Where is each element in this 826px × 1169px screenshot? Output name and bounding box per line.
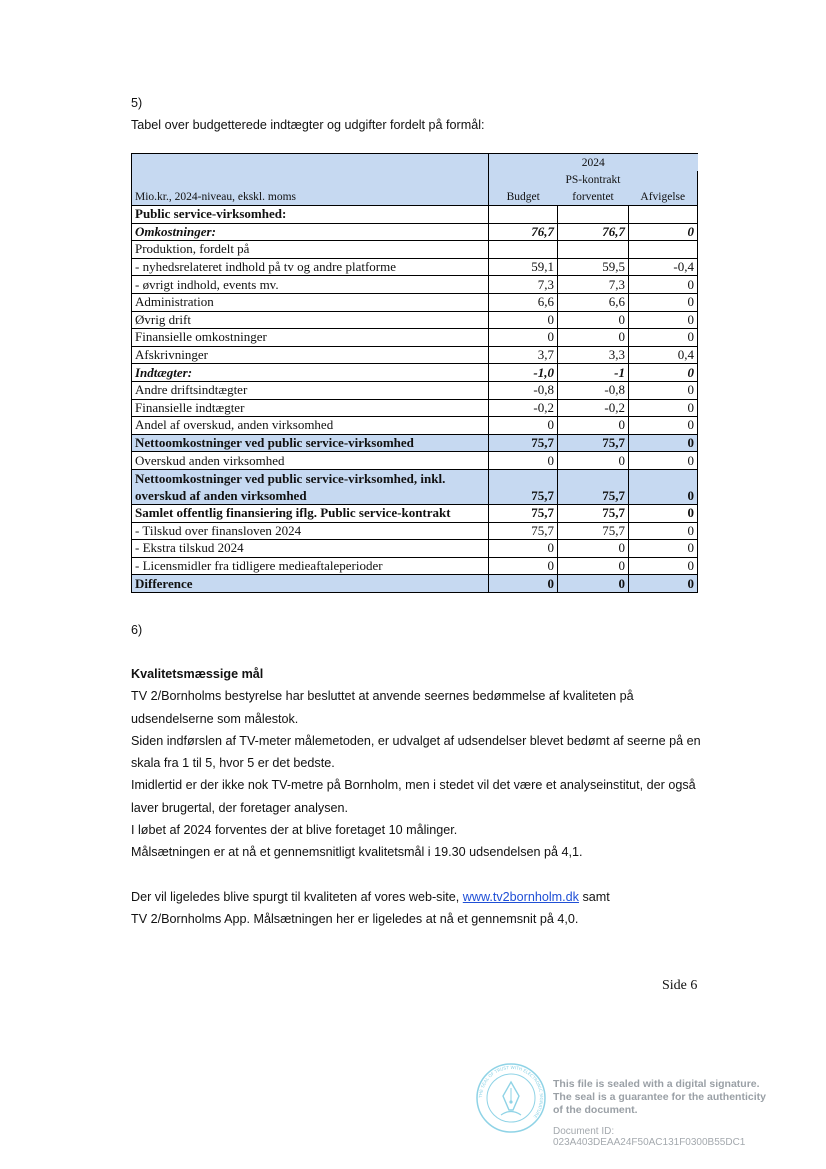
- row-label: Andel af overskud, anden virksomhed: [132, 417, 489, 435]
- section-5-number: 5): [131, 96, 143, 110]
- table-row: [132, 540, 698, 558]
- paragraph-7: TV 2/Bornholms App. Målsætningen her er ligeledes at nå et gennemsnit på 4,0.: [131, 911, 579, 926]
- cell-budget: 59,1: [489, 258, 558, 276]
- cell-ps-forventet: 6,6: [558, 293, 629, 311]
- cell-budget: [489, 241, 558, 259]
- cell-afvigelse: [629, 206, 698, 224]
- cell-budget: 7,3: [489, 276, 558, 294]
- seal-ring-text: THE SEAL OF TRUST WITH ELECTRONIC SIGNATURE: [478, 1065, 544, 1119]
- table-row: [132, 276, 698, 294]
- table-row: [132, 293, 698, 311]
- cell-afvigelse: 0: [629, 276, 698, 294]
- digital-seal-icon: [475, 1062, 547, 1134]
- cell-budget: 75,7: [489, 434, 558, 452]
- cell-ps-forventet: -0,2: [558, 399, 629, 417]
- cell-budget: 3,7: [489, 346, 558, 364]
- row-label: Nettoomkostninger ved public service-virksomhed, inkl. overskud af anden virksomhed: [132, 469, 489, 504]
- cell-ps-forventet: [558, 241, 629, 259]
- cell-ps-forventet: 3,3: [558, 346, 629, 364]
- row-label: - nyhedsrelateret indhold på tv og andre platforme: [132, 258, 489, 276]
- table-row: [132, 258, 698, 276]
- table-row: [132, 241, 698, 259]
- seal-line-2: The seal is a guarantee for the authenticity: [553, 1091, 766, 1103]
- paragraph-6-text: Der vil ligeledes blive spurgt til kvaliteten af vores web-site,: [131, 889, 463, 904]
- cell-budget: 0: [489, 452, 558, 470]
- header-budget: Budget: [489, 188, 558, 206]
- cell-afvigelse: 0: [629, 452, 698, 470]
- doc-id-value: 023A403DEAA24F50AC131F0300B55DC1: [553, 1137, 746, 1148]
- cell-budget: 75,7: [489, 522, 558, 540]
- row-label: Nettoomkostninger ved public service-virksomhed: [132, 434, 489, 452]
- quality-goals-section: [131, 663, 701, 930]
- row-label: - øvrigt indhold, events mv.: [132, 276, 489, 294]
- cell-afvigelse: 0: [629, 434, 698, 452]
- row-label: Finansielle omkostninger: [132, 329, 489, 347]
- row-label: Andre driftsindtægter: [132, 381, 489, 399]
- table-row: [132, 311, 698, 329]
- table-row: [132, 452, 698, 470]
- cell-ps-forventet: 75,7: [558, 469, 629, 504]
- cell-ps-forventet: 0: [558, 557, 629, 575]
- website-link[interactable]: www.tv2bornholm.dk: [462, 889, 579, 904]
- seal-document-id: [553, 1126, 745, 1148]
- table-row: [132, 346, 698, 364]
- cell-ps-forventet: 0: [558, 575, 629, 593]
- cell-afvigelse: 0: [629, 223, 698, 241]
- cell-ps-forventet: 75,7: [558, 434, 629, 452]
- row-label: Øvrig drift: [132, 311, 489, 329]
- cell-afvigelse: 0: [629, 293, 698, 311]
- header-budget-spacer: [489, 171, 558, 188]
- cell-budget: -0,2: [489, 399, 558, 417]
- row-label: Samlet offentlig finansiering iflg. Public service-kontrakt: [132, 504, 489, 522]
- row-label: - Tilskud over finansloven 2024: [132, 522, 489, 540]
- cell-budget: 76,7: [489, 223, 558, 241]
- table-row: [132, 522, 698, 540]
- cell-afvigelse: 0: [629, 399, 698, 417]
- header-blank-2: [132, 171, 489, 188]
- quality-goals-title: Kvalitetsmæssige mål: [131, 667, 264, 681]
- cell-budget: -1,0: [489, 364, 558, 382]
- cell-budget: 0: [489, 557, 558, 575]
- cell-budget: 0: [489, 311, 558, 329]
- doc-id-label: Document ID:: [553, 1126, 615, 1137]
- cell-ps-forventet: 0: [558, 540, 629, 558]
- cell-afvigelse: 0: [629, 557, 698, 575]
- row-label: Administration: [132, 293, 489, 311]
- table-row: [132, 381, 698, 399]
- cell-ps-forventet: 0: [558, 311, 629, 329]
- paragraph-6-tail: samt: [578, 889, 610, 904]
- table-caption: Tabel over budgetterede indtægter og udgifter fordelt på formål:: [131, 118, 485, 132]
- cell-ps-forventet: 59,5: [558, 258, 629, 276]
- header-ps-line1: PS-kontrakt: [558, 171, 629, 188]
- row-label: Public service-virksomhed:: [132, 206, 489, 224]
- cell-afvigelse: 0: [629, 522, 698, 540]
- cell-budget: 0: [489, 540, 558, 558]
- cell-afvigelse: 0: [629, 417, 698, 435]
- cell-afvigelse: 0: [629, 575, 698, 593]
- table-row: [132, 575, 698, 593]
- table-row: [132, 504, 698, 522]
- cell-ps-forventet: [558, 206, 629, 224]
- paragraph-gap: [131, 864, 701, 886]
- table-row: [132, 329, 698, 347]
- cell-budget: 0: [489, 417, 558, 435]
- cell-budget: 75,7: [489, 504, 558, 522]
- table-row: [132, 223, 698, 241]
- row-label: Produktion, fordelt på: [132, 241, 489, 259]
- cell-budget: 0: [489, 575, 558, 593]
- paragraph-2: Siden indførslen af TV-meter målemetoden, er udvalget af udsendelser blevet bedømt af seerne på en skala fra 1 til 5, hvor 5 er det bedste.: [131, 733, 701, 771]
- budget-table-header: [132, 154, 698, 206]
- header-afvigelse: Afvigelse: [629, 188, 698, 206]
- cell-budget: -0,8: [489, 381, 558, 399]
- header-blank: [132, 154, 489, 172]
- table-row: [132, 434, 698, 452]
- section-6-number: 6): [131, 623, 143, 637]
- cell-budget: [489, 206, 558, 224]
- cell-ps-forventet: 76,7: [558, 223, 629, 241]
- table-row: [132, 417, 698, 435]
- cell-ps-forventet: 0: [558, 329, 629, 347]
- cell-budget: 75,7: [489, 469, 558, 504]
- table-row: [132, 557, 698, 575]
- row-label: Overskud anden virksomhed: [132, 452, 489, 470]
- cell-afvigelse: 0: [629, 364, 698, 382]
- table-row: [132, 469, 698, 504]
- cell-ps-forventet: 7,3: [558, 276, 629, 294]
- cell-afvigelse: -0,4: [629, 258, 698, 276]
- table-row: [132, 206, 698, 224]
- table-row: [132, 364, 698, 382]
- cell-ps-forventet: 75,7: [558, 522, 629, 540]
- paragraph-1: TV 2/Bornholms bestyrelse har besluttet at anvende seernes bedømmelse af kvaliteten på udsendelserne som målestok.: [131, 689, 634, 726]
- cell-ps-forventet: 75,7: [558, 504, 629, 522]
- cell-afvigelse: [629, 241, 698, 259]
- seal-line-3: of the document.: [553, 1104, 638, 1116]
- cell-ps-forventet: -1: [558, 364, 629, 382]
- cell-afvigelse: 0: [629, 504, 698, 522]
- header-unit-label: Mio.kr., 2024-niveau, ekskl. moms: [132, 188, 489, 206]
- cell-afvigelse: 0: [629, 381, 698, 399]
- paragraph-5: Målsætningen er at nå et gennemsnitligt kvalitetsmål i 19.30 udsendelsen på 4,1.: [131, 845, 583, 860]
- row-label: - Licensmidler fra tidligere medieaftaleperioder: [132, 557, 489, 575]
- cell-afvigelse: 0: [629, 469, 698, 504]
- table-row: [132, 399, 698, 417]
- seal-line-1: This file is sealed with a digital signature.: [553, 1078, 760, 1090]
- cell-afvigelse: 0: [629, 311, 698, 329]
- paragraph-3: Imidlertid er der ikke nok TV-metre på Bornholm, men i stedet vil det være et analyseinstitut, der også laver brugertal, der foretager analysen.: [131, 778, 696, 815]
- cell-afvigelse: 0: [629, 540, 698, 558]
- budget-table-body: [132, 206, 698, 593]
- header-afv-spacer: [629, 171, 698, 188]
- row-label: Indtægter:: [132, 364, 489, 382]
- paragraph-4: I løbet af 2024 forventes der at blive foretaget 10 målinger.: [131, 823, 458, 838]
- cell-ps-forventet: 0: [558, 417, 629, 435]
- row-label: - Ekstra tilskud 2024: [132, 540, 489, 558]
- cell-afvigelse: 0: [629, 329, 698, 347]
- seal-notice: [553, 1078, 766, 1117]
- paragraph-6: [131, 886, 701, 908]
- row-label: Finansielle indtægter: [132, 399, 489, 417]
- cell-budget: 6,6: [489, 293, 558, 311]
- budget-table: [131, 153, 698, 593]
- cell-budget: 0: [489, 329, 558, 347]
- cell-afvigelse: 0,4: [629, 346, 698, 364]
- header-ps-line2: forventet: [558, 188, 629, 206]
- cell-ps-forventet: 0: [558, 452, 629, 470]
- row-label: Difference: [132, 575, 489, 593]
- cell-ps-forventet: -0,8: [558, 381, 629, 399]
- row-label: Afskrivninger: [132, 346, 489, 364]
- header-year: 2024: [489, 154, 698, 172]
- row-label: Omkostninger:: [132, 223, 489, 241]
- page-number: Side 6: [662, 978, 698, 993]
